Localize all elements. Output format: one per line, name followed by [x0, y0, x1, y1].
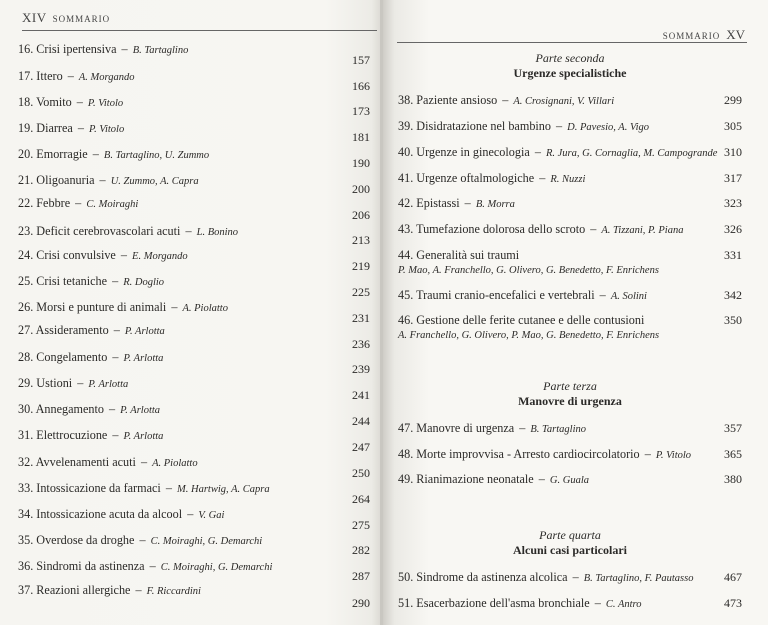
entry-title: Reazioni allergiche	[36, 583, 131, 597]
entry-page-number: 173	[352, 104, 370, 118]
entry-page-number: 473	[724, 596, 742, 610]
entry-number: 38.	[398, 93, 417, 107]
entry-authors: F. Riccardini	[146, 586, 201, 597]
toc-entry[interactable]	[18, 481, 270, 496]
entry-title: Urgenze in ginecologia	[416, 145, 530, 159]
entry-dash: –	[72, 196, 85, 210]
entry-title: Emorragie	[36, 147, 88, 161]
toc-entry[interactable]	[18, 196, 138, 211]
entry-dash: –	[531, 145, 544, 159]
entry-authors: A. Solini	[610, 291, 647, 302]
left-page	[0, 0, 383, 625]
entry-authors: A. Piolatto	[152, 458, 198, 469]
entry-page-number: 231	[352, 311, 370, 325]
entry-authors: P. Mao, A. Franchello, G. Olivero, G. Benedetto, F. Enrichens	[398, 265, 659, 276]
entry-authors: C. Moiraghi	[86, 199, 139, 210]
entry-dash: –	[184, 507, 197, 521]
entry-title: Epistassi	[416, 196, 460, 210]
entry-number: 46.	[398, 313, 417, 327]
entry-number: 33.	[18, 481, 37, 495]
right-header-word: SOMMARIO	[662, 31, 721, 41]
entry-number: 50.	[398, 570, 417, 584]
right-page-number: XV	[726, 27, 745, 42]
entry-authors: R. Jura, G. Cornaglia, M. Campogrande	[545, 148, 718, 159]
entry-title: Vomito	[36, 95, 72, 109]
toc-entry[interactable]	[398, 93, 614, 108]
toc-entry[interactable]	[398, 196, 515, 211]
entry-title: Esacerbazione dell'asma bronchiale	[416, 596, 590, 610]
entry-title: Ustioni	[36, 376, 73, 390]
toc-entry[interactable]	[18, 507, 224, 522]
entry-title: Ittero	[36, 69, 63, 83]
toc-entry[interactable]	[18, 69, 134, 84]
entry-title: Generalità sui traumi	[416, 248, 520, 262]
entry-page-number: 219	[352, 259, 370, 273]
entry-dash: –	[96, 173, 109, 187]
toc-entry[interactable]	[18, 402, 160, 417]
entry-dash: –	[461, 196, 474, 210]
entry-authors: E. Morgando	[132, 251, 188, 262]
entry-dash: –	[499, 93, 512, 107]
entry-authors: B. Tartaglino	[530, 424, 587, 435]
entry-page-number: 317	[724, 171, 742, 185]
entry-title: Paziente ansioso	[416, 93, 498, 107]
toc-entry[interactable]	[398, 447, 691, 462]
toc-entry[interactable]	[398, 119, 649, 134]
entry-authors: C. Antro	[605, 599, 642, 610]
entry-page-number: 290	[352, 596, 370, 610]
part-title: Urgenze specialistiche	[513, 66, 627, 80]
entry-title: Urgenze oftalmologiche	[416, 171, 535, 185]
entry-dash: –	[162, 481, 175, 495]
entry-dash: –	[641, 447, 654, 461]
entry-page-number: 467	[724, 570, 742, 584]
part-title: Alcuni casi particolari	[513, 543, 627, 557]
entry-page-number: 287	[352, 569, 370, 583]
entry-dash: –	[137, 455, 151, 469]
entry-authors: P. Vitolo	[87, 98, 124, 109]
entry-dash: –	[118, 42, 131, 56]
toc-entry[interactable]	[18, 42, 188, 57]
entry-number: 19.	[18, 121, 37, 135]
toc-entry[interactable]	[398, 313, 659, 341]
toc-entry[interactable]	[398, 472, 589, 487]
entry-dash: –	[516, 421, 529, 435]
toc-entry[interactable]	[18, 300, 228, 315]
toc-entry[interactable]	[18, 533, 262, 548]
entry-authors: C. Moiraghi, G. Demarchi	[150, 536, 263, 547]
toc-entry[interactable]	[398, 145, 717, 160]
entry-number: 39.	[398, 119, 417, 133]
entry-dash: –	[109, 428, 122, 442]
entry-dash: –	[64, 69, 77, 83]
entry-title: Annegamento	[35, 402, 104, 416]
entry-authors: A. Tizzani, P. Piana	[601, 225, 684, 236]
entry-title: Tumefazione dolorosa dello scroto	[416, 222, 586, 236]
entry-page-number: 310	[724, 145, 742, 159]
entry-dash: –	[109, 350, 122, 364]
entry-page-number: 282	[352, 543, 370, 557]
entry-authors: V. Gai	[198, 510, 225, 521]
entry-number: 17.	[18, 69, 37, 83]
entry-number: 32.	[18, 455, 36, 469]
entry-title: Disidratazione nel bambino	[416, 119, 551, 133]
entry-authors: P. Arlotta	[120, 405, 161, 416]
entry-authors: R. Doglio	[123, 277, 165, 288]
entry-number: 29.	[18, 376, 37, 390]
toc-entry[interactable]	[398, 596, 641, 611]
toc-entry[interactable]	[18, 428, 163, 443]
entry-authors: M. Hartwig, A. Capra	[177, 484, 270, 495]
toc-entry[interactable]	[18, 173, 199, 188]
toc-entry[interactable]	[398, 421, 586, 436]
entry-page-number: 241	[352, 388, 370, 402]
entry-authors: P. Vitolo	[89, 124, 125, 135]
entry-title: Gestione delle ferite cutanee e delle contusioni	[416, 313, 645, 327]
entry-page-number: 331	[724, 248, 742, 262]
toc-entry[interactable]	[398, 248, 659, 276]
entry-number: 41.	[398, 171, 417, 185]
entry-authors: P. Vitolo	[655, 450, 692, 461]
entry-authors: A. Piolatto	[182, 303, 228, 314]
entry-dash: –	[73, 95, 86, 109]
entry-page-number: 236	[352, 337, 370, 351]
entry-page-number: 166	[352, 79, 370, 93]
entry-number: 21.	[18, 173, 37, 187]
entry-page-number: 323	[724, 196, 742, 210]
entry-authors: A. Crosignani, V. Villari	[513, 96, 615, 107]
toc-entry[interactable]	[18, 147, 209, 162]
entry-number: 51.	[398, 596, 417, 610]
entry-page-number: 365	[724, 447, 742, 461]
entry-page-number: 190	[352, 156, 370, 170]
entry-title: Elettrocuzione	[36, 428, 108, 442]
entry-dash: –	[569, 570, 582, 584]
entry-authors: B. Tartaglino, U. Zummo	[103, 150, 210, 161]
entry-page-number: 326	[724, 222, 742, 236]
entry-dash: –	[587, 222, 600, 236]
entry-title: Rianimazione neonatale	[416, 472, 534, 486]
entry-number: 36.	[18, 559, 37, 573]
entry-title: Intossicazione acuta da alcool	[36, 507, 183, 521]
entry-number: 28.	[18, 350, 37, 364]
entry-number: 30.	[18, 402, 36, 416]
entry-number: 45.	[398, 288, 417, 302]
toc-entry[interactable]	[18, 559, 272, 574]
entry-number: 20.	[18, 147, 37, 161]
entry-authors: G. Guala	[549, 475, 589, 486]
entry-authors: P. Arlotta	[123, 431, 164, 442]
toc-entry[interactable]	[18, 224, 238, 239]
entry-page-number: 213	[352, 233, 370, 247]
toc-entry[interactable]	[398, 171, 585, 186]
entry-dash: –	[596, 288, 609, 302]
entry-number: 26.	[18, 300, 37, 314]
entry-page-number: 350	[724, 313, 742, 327]
entry-dash: –	[105, 402, 119, 416]
left-running-header	[22, 10, 110, 26]
entry-number: 22.	[18, 196, 37, 210]
entry-dash: –	[182, 224, 195, 238]
entry-page-number: 200	[352, 182, 370, 196]
part-label: Parte quarta	[539, 528, 601, 542]
left-header-word: SOMMARIO	[52, 14, 111, 24]
entry-number: 24.	[18, 248, 37, 262]
entry-number: 37.	[18, 583, 37, 597]
header-rule	[397, 42, 747, 43]
toc-entry[interactable]	[18, 248, 188, 263]
entry-authors: C. Moiraghi, G. Demarchi	[160, 562, 273, 573]
entry-number: 34.	[18, 507, 37, 521]
entry-number: 16.	[18, 42, 37, 56]
entry-title: Sindrome da astinenza alcolica	[416, 570, 568, 584]
entry-dash: –	[168, 300, 181, 314]
entry-authors: P. Arlotta	[123, 353, 164, 364]
toc-entry[interactable]	[18, 274, 164, 289]
part-title: Manovre di urgenza	[518, 394, 622, 408]
entry-number: 25.	[18, 274, 37, 288]
entry-authors: B. Tartaglino	[132, 45, 189, 56]
entry-number: 31.	[18, 428, 37, 442]
entry-dash: –	[536, 171, 549, 185]
entry-number: 47.	[398, 421, 417, 435]
entry-number: 43.	[398, 222, 417, 236]
entry-authors: U. Zummo, A. Capra	[110, 176, 199, 187]
entry-dash: –	[535, 472, 548, 486]
entry-title: Crisi tetaniche	[36, 274, 108, 288]
toc-entry[interactable]	[398, 288, 647, 303]
entry-authors: D. Pavesio, A. Vigo	[567, 122, 650, 133]
entry-dash: –	[552, 119, 566, 133]
entry-page-number: 357	[724, 421, 742, 435]
entry-authors: P. Arlotta	[88, 379, 129, 390]
entry-page-number: 342	[724, 288, 742, 302]
entry-title: Diarrea	[36, 121, 73, 135]
toc-entry[interactable]	[18, 455, 198, 470]
part-label: Parte terza	[543, 379, 597, 393]
entry-number: 40.	[398, 145, 417, 159]
entry-page-number: 181	[352, 130, 370, 144]
entry-page-number: 264	[352, 492, 370, 506]
entry-title: Overdose da droghe	[36, 533, 135, 547]
entry-title: Oligoanuria	[36, 173, 95, 187]
entry-number: 18.	[18, 95, 37, 109]
entry-page-number: 299	[724, 93, 742, 107]
entry-title: Morsi e punture di animali	[36, 300, 167, 314]
entry-page-number: 380	[724, 472, 742, 486]
entry-title: Avvelenamenti acuti	[35, 455, 136, 469]
entry-page-number: 247	[352, 440, 370, 454]
entry-page-number: 275	[352, 518, 370, 532]
entry-title: Traumi cranio-encefalici e vertebrali	[416, 288, 595, 302]
entry-title: Manovre di urgenza	[416, 421, 515, 435]
entry-authors: A. Franchello, G. Olivero, P. Mao, G. Benedetto, F. Enrichens	[398, 330, 660, 341]
entry-page-number: 250	[352, 466, 370, 480]
entry-number: 27.	[18, 323, 36, 337]
left-page-number: XIV	[22, 10, 47, 25]
entry-page-number: 305	[724, 119, 742, 133]
entry-title: Sindromi da astinenza	[36, 559, 145, 573]
entry-number: 49.	[398, 472, 417, 486]
entry-number: 35.	[18, 533, 37, 547]
entry-number: 23.	[18, 224, 37, 238]
entry-title: Intossicazione da farmaci	[36, 481, 161, 495]
entry-dash: –	[132, 583, 145, 597]
header-rule	[22, 30, 377, 31]
entry-dash: –	[591, 596, 604, 610]
toc-entry[interactable]	[18, 350, 163, 365]
toc-entry[interactable]	[18, 583, 201, 598]
entry-title: Crisi convulsive	[36, 248, 116, 262]
entry-dash: –	[110, 323, 123, 337]
entry-dash: –	[74, 121, 88, 135]
toc-entry[interactable]	[398, 222, 683, 237]
toc-entry[interactable]	[18, 121, 124, 136]
entry-dash: –	[146, 559, 159, 573]
entry-dash: –	[117, 248, 131, 262]
entry-number: 48.	[398, 447, 417, 461]
entry-authors: B. Morra	[475, 199, 515, 210]
toc-entry[interactable]	[18, 323, 165, 338]
entry-title: Deficit cerebrovascolari acuti	[36, 224, 181, 238]
entry-authors: A. Morgando	[78, 72, 135, 83]
entry-authors: B. Tartaglino, F. Pautasso	[583, 573, 694, 584]
entry-dash: –	[89, 147, 102, 161]
entry-dash: –	[136, 533, 149, 547]
entry-title: Congelamento	[36, 350, 108, 364]
part-label: Parte seconda	[535, 51, 605, 65]
entry-dash: –	[74, 376, 87, 390]
entry-authors: L. Bonino	[196, 227, 239, 238]
entry-page-number: 157	[352, 53, 370, 67]
entry-number: 44.	[398, 248, 417, 262]
entry-title: Assideramento	[35, 323, 109, 337]
entry-title: Morte improvvisa - Arresto cardiocircolatorio	[416, 447, 640, 461]
entry-number: 42.	[398, 196, 417, 210]
entry-page-number: 239	[352, 362, 370, 376]
toc-entry[interactable]	[18, 95, 123, 110]
toc-entry[interactable]	[398, 570, 693, 585]
entry-title: Febbre	[36, 196, 71, 210]
entry-page-number: 206	[352, 208, 370, 222]
toc-entry[interactable]	[18, 376, 128, 391]
entry-title: Crisi ipertensiva	[36, 42, 117, 56]
entry-authors: R. Nuzzi	[550, 174, 586, 185]
entry-authors: P. Arlotta	[124, 326, 165, 337]
entry-page-number: 244	[352, 414, 370, 428]
entry-page-number: 225	[352, 285, 370, 299]
entry-dash: –	[109, 274, 122, 288]
